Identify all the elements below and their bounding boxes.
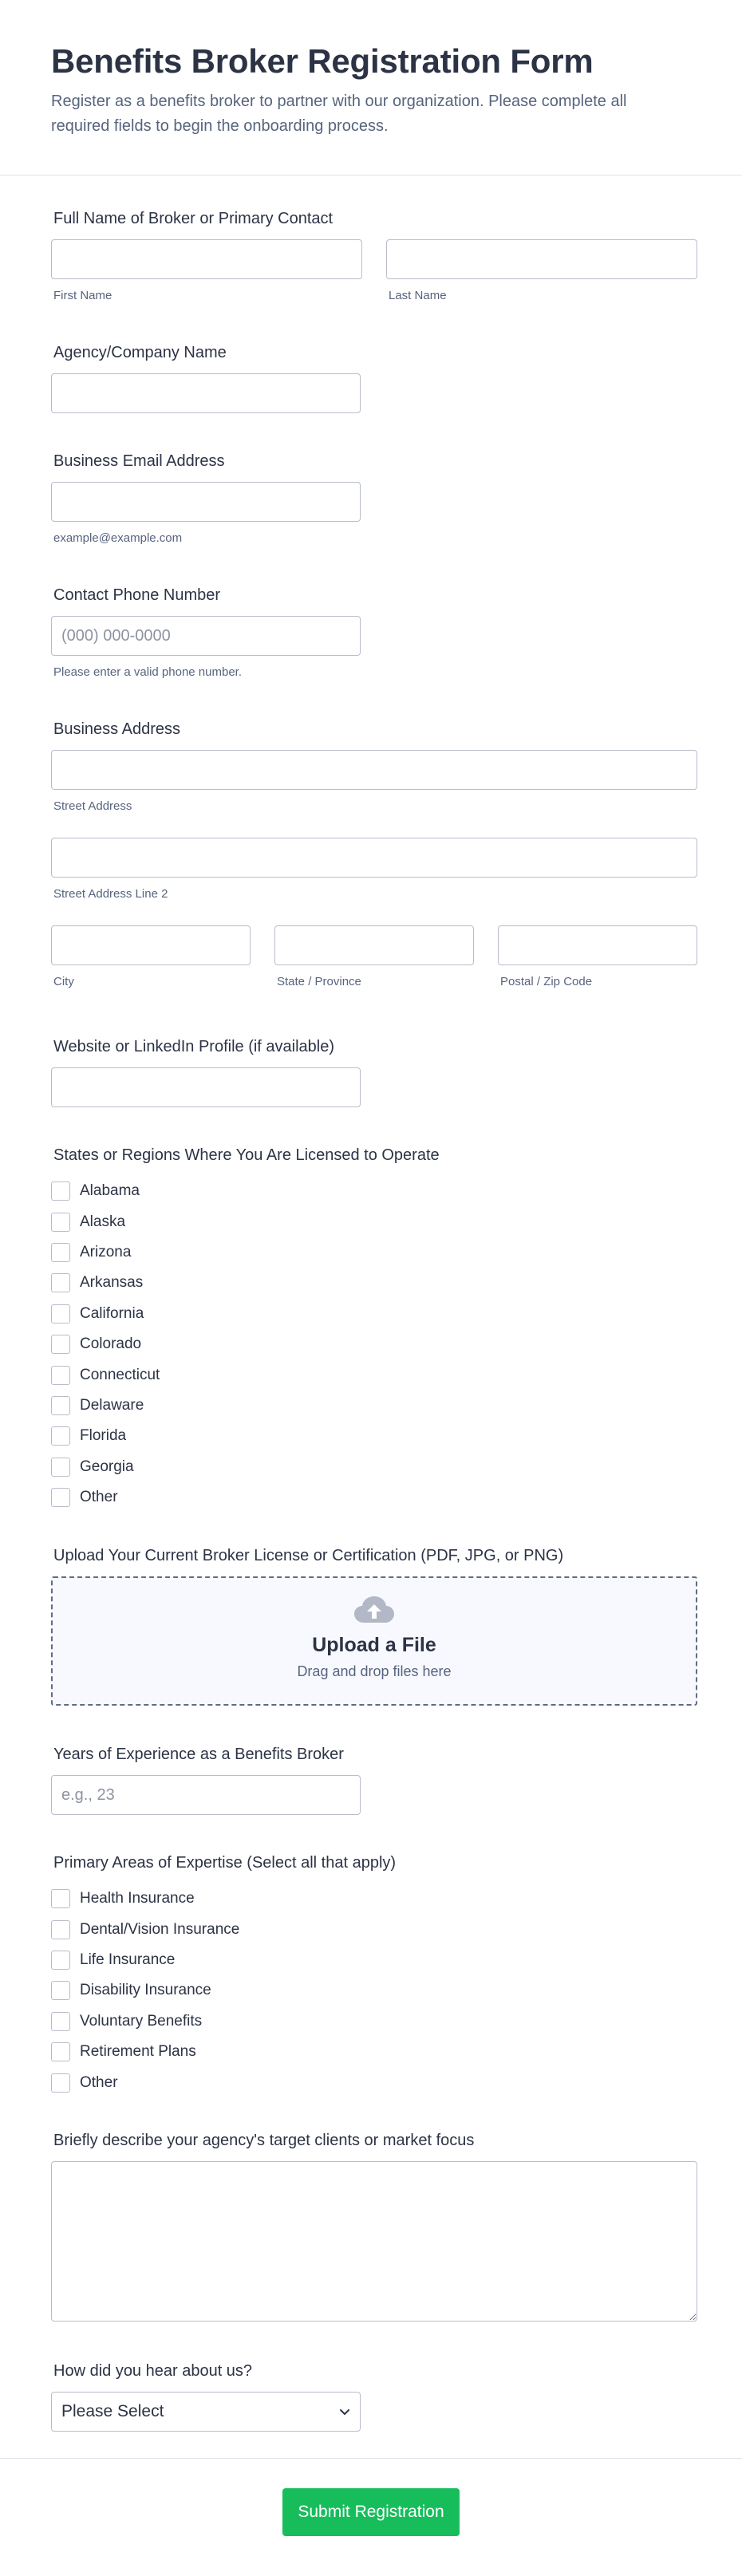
company-label: Agency/Company Name: [53, 344, 227, 361]
chevron-down-icon: [337, 2405, 352, 2420]
expertise-option-life[interactable]: Life Insurance: [51, 1945, 697, 1975]
expertise-field: [51, 1853, 697, 2098]
referral-label: How did you hear about us?: [53, 2362, 253, 2380]
last-name-sublabel: Last Name: [389, 289, 447, 302]
company-input[interactable]: [51, 373, 361, 413]
city-sublabel: City: [53, 975, 74, 988]
referral-selected-value: Please Select: [61, 2402, 164, 2420]
referral-select[interactable]: [51, 2392, 361, 2432]
expertise-option-health[interactable]: Health Insurance: [51, 1884, 697, 1914]
website-input[interactable]: [51, 1067, 361, 1107]
state-province-sublabel: State / Province: [277, 975, 361, 988]
website-label: Website or LinkedIn Profile (if available): [53, 1038, 335, 1055]
phone-sublabel: Please enter a valid phone number.: [53, 665, 242, 679]
state-option-alabama[interactable]: Alabama: [51, 1176, 697, 1206]
state-option-arizona[interactable]: Arizona: [51, 1237, 697, 1268]
state-option-florida[interactable]: Florida: [51, 1421, 697, 1451]
full-name-label: Full Name of Broker or Primary Contact: [53, 210, 334, 227]
expertise-option-disability[interactable]: Disability Insurance: [51, 1975, 697, 2006]
checkbox[interactable]: [51, 1335, 70, 1354]
state-option-georgia[interactable]: Georgia: [51, 1452, 697, 1482]
states-label: States or Regions Where You Are Licensed to Operate: [53, 1146, 440, 1164]
checkbox[interactable]: [51, 1396, 70, 1415]
email-sublabel: example@example.com: [53, 531, 183, 545]
state-option-connecticut[interactable]: Connecticut: [51, 1359, 697, 1390]
checkbox[interactable]: [51, 1273, 70, 1292]
checkbox[interactable]: [51, 1951, 70, 1970]
experience-input[interactable]: [51, 1775, 361, 1815]
experience-label: Years of Experience as a Benefits Broker: [53, 1746, 344, 1763]
checkbox[interactable]: [51, 1488, 70, 1507]
postal-zip-sublabel: Postal / Zip Code: [500, 975, 593, 988]
checkbox[interactable]: [51, 1304, 70, 1324]
checkbox[interactable]: [51, 1981, 70, 2000]
city-input[interactable]: [51, 925, 251, 965]
checkbox[interactable]: [51, 1920, 70, 1939]
full-name-field: [51, 209, 697, 303]
checkbox[interactable]: [51, 1889, 70, 1908]
referral-field: [51, 2361, 697, 2432]
first-name-input[interactable]: [51, 239, 362, 279]
upload-label: Upload Your Current Broker License or Certification (PDF, JPG, or PNG): [53, 1547, 564, 1564]
state-province-input[interactable]: [274, 925, 474, 965]
state-option-california[interactable]: California: [51, 1299, 697, 1329]
experience-field: [51, 1745, 697, 1815]
email-label: Business Email Address: [53, 452, 225, 470]
expertise-option-other[interactable]: Other: [51, 2067, 697, 2097]
street-address-line2-input[interactable]: [51, 838, 697, 878]
expertise-option-dental-vision[interactable]: Dental/Vision Insurance: [51, 1914, 697, 1944]
upload-field: [51, 1546, 697, 1706]
form-title: Benefits Broker Registration Form: [51, 42, 594, 80]
first-name-sublabel: First Name: [53, 289, 112, 302]
target-clients-field: [51, 2131, 697, 2322]
website-field: [51, 1037, 697, 1107]
phone-field: [51, 586, 697, 680]
expertise-label: Primary Areas of Expertise (Select all that apply): [53, 1854, 397, 1872]
form-footer: [0, 2458, 742, 2576]
target-clients-label: Briefly describe your agency's target clients or market focus: [53, 2132, 475, 2149]
state-option-alaska[interactable]: Alaska: [51, 1206, 697, 1237]
checkbox[interactable]: [51, 1213, 70, 1232]
upload-title: Upload a File: [312, 1634, 436, 1656]
form-description: Register as a benefits broker to partner with our organization. Please complete all required fields to begin the onboarding process.: [51, 93, 627, 135]
street-address-sublabel: Street Address: [53, 799, 132, 813]
address-field: [51, 720, 697, 989]
form-header: [0, 0, 742, 176]
checkbox[interactable]: [51, 2042, 70, 2061]
state-option-colorado[interactable]: Colorado: [51, 1329, 697, 1359]
email-input[interactable]: [51, 482, 361, 522]
checkbox[interactable]: [51, 1426, 70, 1446]
checkbox[interactable]: [51, 2012, 70, 2031]
last-name-input[interactable]: [386, 239, 697, 279]
state-option-delaware[interactable]: Delaware: [51, 1391, 697, 1421]
submit-registration-button[interactable]: Submit Registration: [282, 2488, 460, 2536]
file-upload-dropzone[interactable]: [51, 1576, 697, 1706]
postal-zip-input[interactable]: [498, 925, 697, 965]
state-option-arkansas[interactable]: Arkansas: [51, 1268, 697, 1298]
cloud-upload-icon: [353, 1596, 395, 1624]
checkbox[interactable]: [51, 2073, 70, 2093]
states-field: [51, 1146, 697, 1513]
upload-hint: Drag and drop files here: [297, 1663, 452, 1679]
checkbox[interactable]: [51, 1181, 70, 1201]
street-address-input[interactable]: [51, 750, 697, 790]
street-address-line2-sublabel: Street Address Line 2: [53, 887, 168, 901]
checkbox[interactable]: [51, 1458, 70, 1477]
checkbox[interactable]: [51, 1243, 70, 1262]
expertise-option-voluntary[interactable]: Voluntary Benefits: [51, 2006, 697, 2037]
expertise-option-retirement[interactable]: Retirement Plans: [51, 2037, 697, 2067]
address-label: Business Address: [53, 720, 180, 738]
company-field: [51, 343, 697, 413]
states-checkbox-list: [51, 1176, 697, 1513]
expertise-checkbox-list: [51, 1884, 697, 2098]
email-field: [51, 452, 697, 546]
checkbox[interactable]: [51, 1366, 70, 1385]
phone-input[interactable]: [51, 616, 361, 656]
phone-label: Contact Phone Number: [53, 586, 221, 604]
state-option-other[interactable]: Other: [51, 1482, 697, 1513]
target-clients-textarea[interactable]: [51, 2161, 697, 2322]
